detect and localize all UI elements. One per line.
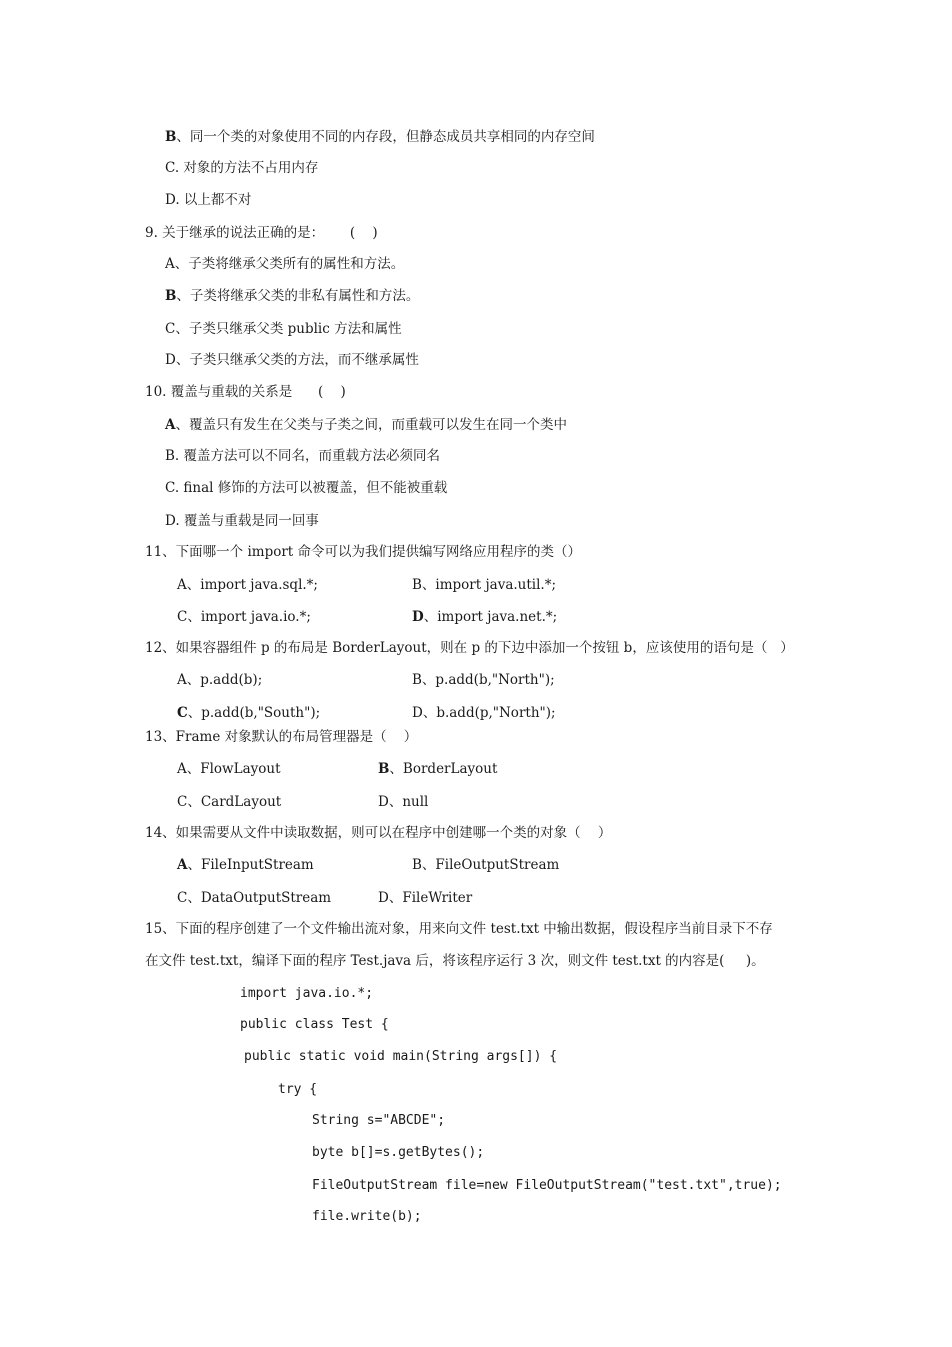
q8-option-b: B、同一个类的对象使用不同的内存段，但静态成员共享相同的内存空间 <box>165 129 595 145</box>
q8-option-d: D. 以上都不对 <box>165 192 252 208</box>
q9-option-d: D、子类只继承父类的方法，而不继承属性 <box>165 352 419 368</box>
code-line-1: import java.io.*; <box>240 986 374 1001</box>
q10-option-a: A、覆盖只有发生在父类与子类之间，而重载可以发生在同一个类中 <box>165 417 567 433</box>
q11-option-b: B、import java.util.*; <box>412 577 557 593</box>
q10-option-d: D. 覆盖与重载是同一回事 <box>165 513 319 529</box>
q13-option-a: A、FlowLayout <box>177 761 281 777</box>
q11-question: 11、下面哪一个 import 命令可以为我们提供编写网络应用程序的类（） <box>145 544 582 560</box>
q12-option-b: B、p.add(b,"North"); <box>412 672 555 688</box>
q13-question: 13、Frame 对象默认的布局管理器是（ ） <box>145 729 418 745</box>
code-line-7: FileOutputStream file=new FileOutputStream("test.txt",true); <box>312 1178 782 1193</box>
code-line-3: public static void main(String args[]) { <box>244 1049 558 1064</box>
q8-option-c: C. 对象的方法不占用内存 <box>165 160 319 176</box>
q10-option-c: C. final 修饰的方法可以被覆盖，但不能被重载 <box>165 480 448 496</box>
q11-option-a: A、import java.sql.*; <box>177 577 318 593</box>
q13-option-b: B、BorderLayout <box>378 761 498 777</box>
q9-option-b: B、子类将继承父类的非私有属性和方法。 <box>165 288 420 304</box>
q14-option-c: C、DataOutputStream <box>177 890 332 906</box>
q9-option-c: C、子类只继承父类 public 方法和属性 <box>165 321 402 337</box>
q12-option-c: C、p.add(b,"South"); <box>177 705 321 721</box>
q11-option-d: D、import java.net.*; <box>412 609 558 625</box>
q15-question-line1: 15、下面的程序创建了一个文件输出流对象，用来向文件 test.txt 中输出数据，假设程序当前目录下不存 <box>145 921 773 937</box>
q13-option-c: C、CardLayout <box>177 794 282 810</box>
code-line-6: byte b[]=s.getBytes(); <box>312 1145 485 1160</box>
q14-option-d: D、FileWriter <box>378 890 473 906</box>
code-line-5: String s="ABCDE"; <box>312 1113 446 1128</box>
q9-option-a: A、子类将继承父类所有的属性和方法。 <box>165 256 405 272</box>
code-line-2: public class Test { <box>240 1017 389 1032</box>
code-line-8: file.write(b); <box>312 1209 422 1224</box>
q10-option-b: B. 覆盖方法可以不同名，而重载方法必须同名 <box>165 448 441 464</box>
answer-mark: B <box>165 129 177 145</box>
answer-mark: A <box>165 417 176 433</box>
answer-mark: A <box>177 857 188 873</box>
answer-mark: B <box>378 761 390 777</box>
q15-question-line2: 在文件 test.txt，编译下面的程序 Test.java 后，将该程序运行 3 次，则文件 test.txt 的内容是( )。 <box>145 953 765 969</box>
code-line-4: try { <box>278 1082 318 1097</box>
q12-option-d: D、b.add(p,"North"); <box>412 705 556 721</box>
q11-option-c: C、import java.io.*; <box>177 609 311 625</box>
q10-question: 10. 覆盖与重载的关系是 ( ) <box>145 384 346 400</box>
q12-option-a: A、p.add(b); <box>177 672 263 688</box>
answer-mark: B <box>165 288 177 304</box>
q14-option-b: B、FileOutputStream <box>412 857 560 873</box>
answer-mark: C <box>177 705 188 721</box>
q12-question: 12、如果容器组件 p 的布局是 BorderLayout，则在 p 的下边中添加一个按钮 b，应该使用的语句是（ ） <box>145 640 794 656</box>
q14-question: 14、如果需要从文件中读取数据，则可以在程序中创建哪一个类的对象（ ） <box>145 825 612 841</box>
q13-option-d: D、null <box>378 794 429 810</box>
q14-option-a: A、FileInputStream <box>177 857 314 873</box>
answer-mark: D <box>412 609 424 625</box>
q9-question: 9. 关于继承的说法正确的是： ( ) <box>145 225 378 241</box>
